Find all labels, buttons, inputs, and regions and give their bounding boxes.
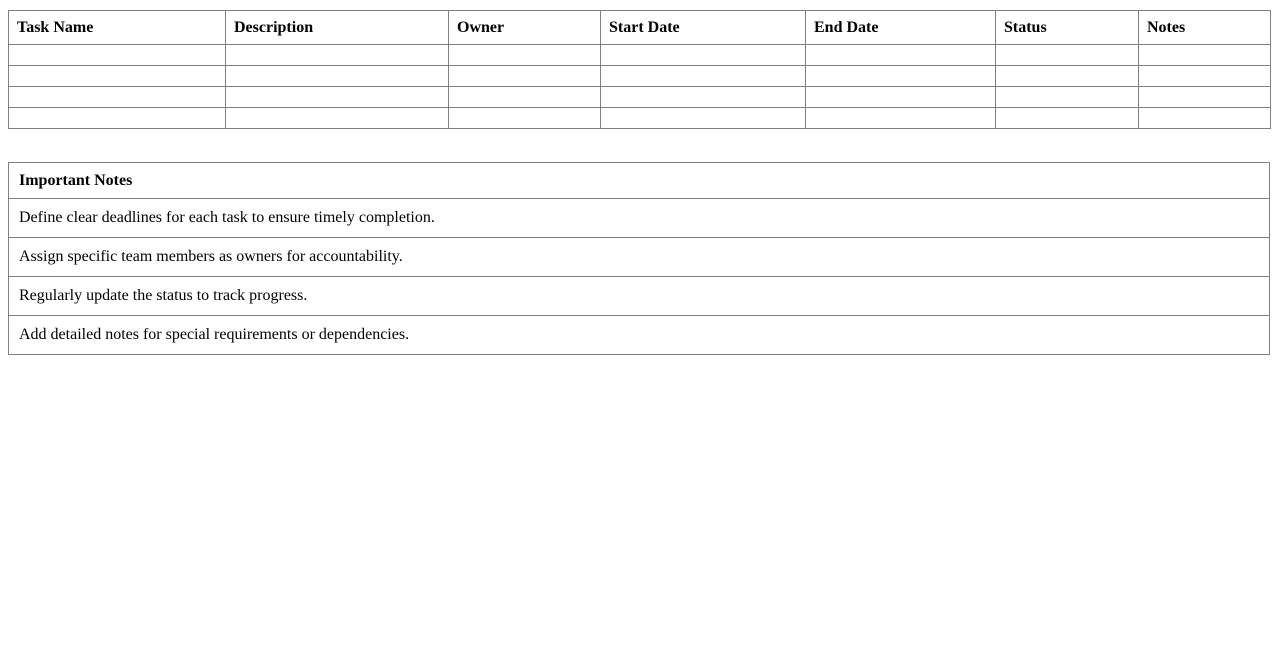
empty-cell <box>9 87 226 108</box>
empty-cell <box>601 87 806 108</box>
note-row <box>9 199 1270 238</box>
column-header-task-name: Task Name <box>9 11 226 45</box>
empty-cell <box>996 45 1139 66</box>
empty-cell <box>226 108 449 129</box>
task-table-empty-row <box>9 66 1271 87</box>
empty-cell <box>996 66 1139 87</box>
note-text: Define clear deadlines for each task to ensure timely completion. <box>9 199 1270 238</box>
empty-cell <box>601 108 806 129</box>
note-row <box>9 277 1270 316</box>
note-text: Assign specific team members as owners for accountability. <box>9 238 1270 277</box>
column-header-notes: Notes <box>1139 11 1271 45</box>
empty-cell <box>1139 87 1271 108</box>
note-text: Add detailed notes for special requirements or dependencies. <box>9 316 1270 355</box>
task-table-empty-row <box>9 108 1271 129</box>
important-notes-header-row <box>9 163 1270 199</box>
empty-cell <box>9 66 226 87</box>
task-table <box>8 10 1271 129</box>
empty-cell <box>9 108 226 129</box>
column-header-owner: Owner <box>449 11 601 45</box>
empty-cell <box>806 45 996 66</box>
important-notes-header: Important Notes <box>9 163 1270 199</box>
empty-cell <box>226 87 449 108</box>
empty-cell <box>226 45 449 66</box>
note-row <box>9 316 1270 355</box>
empty-cell <box>996 108 1139 129</box>
empty-cell <box>1139 66 1271 87</box>
empty-cell <box>806 108 996 129</box>
empty-cell <box>449 45 601 66</box>
empty-cell <box>449 108 601 129</box>
empty-cell <box>1139 108 1271 129</box>
column-header-status: Status <box>996 11 1139 45</box>
empty-cell <box>1139 45 1271 66</box>
empty-cell <box>601 45 806 66</box>
note-text: Regularly update the status to track progress. <box>9 277 1270 316</box>
empty-cell <box>806 87 996 108</box>
task-table-empty-row <box>9 45 1271 66</box>
empty-cell <box>449 66 601 87</box>
column-header-start-date: Start Date <box>601 11 806 45</box>
task-table-empty-row <box>9 87 1271 108</box>
empty-cell <box>601 66 806 87</box>
empty-cell <box>226 66 449 87</box>
important-notes-table <box>8 162 1270 355</box>
empty-cell <box>806 66 996 87</box>
column-header-description: Description <box>226 11 449 45</box>
column-header-end-date: End Date <box>806 11 996 45</box>
empty-cell <box>9 45 226 66</box>
note-row <box>9 238 1270 277</box>
task-table-header-row <box>9 11 1271 45</box>
empty-cell <box>449 87 601 108</box>
empty-cell <box>996 87 1139 108</box>
